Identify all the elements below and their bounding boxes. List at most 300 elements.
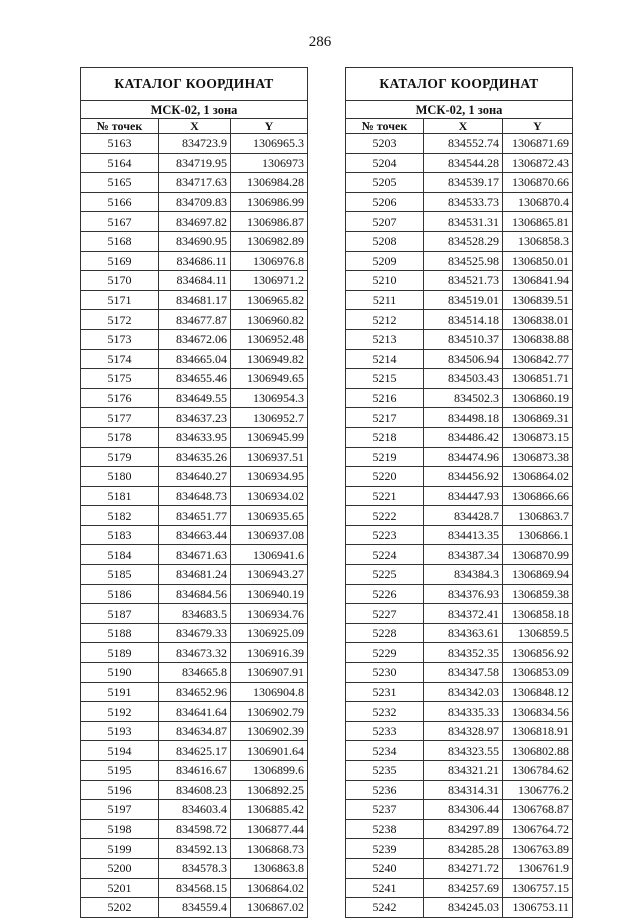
x-coordinate-cell: 834533.73 bbox=[424, 192, 503, 212]
column-header-x: X bbox=[424, 119, 503, 134]
coordinate-catalog-table-right bbox=[345, 67, 573, 918]
y-coordinate-cell: 1306873.15 bbox=[503, 427, 573, 447]
y-coordinate-cell: 1306764.72 bbox=[503, 819, 573, 839]
point-number-cell: 5169 bbox=[81, 251, 159, 271]
table-row bbox=[81, 643, 308, 663]
y-coordinate-cell: 1306976.8 bbox=[231, 251, 308, 271]
x-coordinate-cell: 834503.43 bbox=[424, 369, 503, 389]
y-coordinate-cell: 1306945.99 bbox=[231, 427, 308, 447]
table-row bbox=[346, 388, 573, 408]
x-coordinate-cell: 834637.23 bbox=[159, 408, 231, 428]
y-coordinate-cell: 1306937.08 bbox=[231, 525, 308, 545]
point-number-cell: 5241 bbox=[346, 878, 424, 898]
point-number-cell: 5177 bbox=[81, 408, 159, 428]
x-coordinate-cell: 834723.9 bbox=[159, 134, 231, 154]
table-row bbox=[81, 898, 308, 918]
point-number-cell: 5174 bbox=[81, 349, 159, 369]
x-coordinate-cell: 834672.06 bbox=[159, 329, 231, 349]
y-coordinate-cell: 1306848.12 bbox=[503, 682, 573, 702]
y-coordinate-cell: 1306838.01 bbox=[503, 310, 573, 330]
x-coordinate-cell: 834598.72 bbox=[159, 819, 231, 839]
x-coordinate-cell: 834663.44 bbox=[159, 525, 231, 545]
table-row bbox=[346, 761, 573, 781]
y-coordinate-cell: 1306866.66 bbox=[503, 486, 573, 506]
x-coordinate-cell: 834519.01 bbox=[424, 290, 503, 310]
y-coordinate-cell: 1306965.82 bbox=[231, 290, 308, 310]
x-coordinate-cell: 834510.37 bbox=[424, 329, 503, 349]
table-row bbox=[346, 467, 573, 487]
point-number-cell: 5238 bbox=[346, 819, 424, 839]
x-coordinate-cell: 834297.89 bbox=[424, 819, 503, 839]
y-coordinate-cell: 1306902.39 bbox=[231, 721, 308, 741]
table-row bbox=[81, 858, 308, 878]
point-number-cell: 5185 bbox=[81, 565, 159, 585]
point-number-cell: 5229 bbox=[346, 643, 424, 663]
column-header-y: Y bbox=[503, 119, 573, 134]
coordinate-system-zone: МСК-02, 1 зона bbox=[81, 101, 308, 119]
point-number-cell: 5189 bbox=[81, 643, 159, 663]
point-number-cell: 5227 bbox=[346, 604, 424, 624]
x-coordinate-cell: 834673.32 bbox=[159, 643, 231, 663]
y-coordinate-cell: 1306937.51 bbox=[231, 447, 308, 467]
table-row bbox=[81, 623, 308, 643]
point-number-cell: 5209 bbox=[346, 251, 424, 271]
column-header-y: Y bbox=[231, 119, 308, 134]
y-coordinate-cell: 1306839.51 bbox=[503, 290, 573, 310]
table-row bbox=[81, 134, 308, 154]
table-row bbox=[81, 565, 308, 585]
table-row bbox=[81, 604, 308, 624]
table-row bbox=[346, 643, 573, 663]
page-number: 286 bbox=[308, 34, 332, 50]
column-header-point-number: № точек bbox=[81, 119, 159, 134]
point-number-cell: 5175 bbox=[81, 369, 159, 389]
table-row bbox=[346, 545, 573, 565]
x-coordinate-cell: 834651.77 bbox=[159, 506, 231, 526]
x-coordinate-cell: 834665.04 bbox=[159, 349, 231, 369]
x-coordinate-cell: 834655.46 bbox=[159, 369, 231, 389]
y-coordinate-cell: 1306834.56 bbox=[503, 702, 573, 722]
point-number-cell: 5193 bbox=[81, 721, 159, 741]
y-coordinate-cell: 1306776.2 bbox=[503, 780, 573, 800]
point-number-cell: 5191 bbox=[81, 682, 159, 702]
y-coordinate-cell: 1306863.7 bbox=[503, 506, 573, 526]
y-coordinate-cell: 1306784.62 bbox=[503, 761, 573, 781]
x-coordinate-cell: 834665.8 bbox=[159, 663, 231, 683]
y-coordinate-cell: 1306870.66 bbox=[503, 173, 573, 193]
table-row bbox=[346, 702, 573, 722]
x-coordinate-cell: 834635.26 bbox=[159, 447, 231, 467]
x-coordinate-cell: 834363.61 bbox=[424, 623, 503, 643]
table-row bbox=[81, 486, 308, 506]
y-coordinate-cell: 1306973 bbox=[231, 153, 308, 173]
table-row bbox=[81, 427, 308, 447]
table-row bbox=[81, 153, 308, 173]
table-row bbox=[81, 780, 308, 800]
y-coordinate-cell: 1306856.92 bbox=[503, 643, 573, 663]
x-coordinate-cell: 834372.41 bbox=[424, 604, 503, 624]
point-number-cell: 5201 bbox=[81, 878, 159, 898]
x-coordinate-cell: 834717.63 bbox=[159, 173, 231, 193]
x-coordinate-cell: 834603.4 bbox=[159, 800, 231, 820]
point-number-cell: 5183 bbox=[81, 525, 159, 545]
y-coordinate-cell: 1306952.48 bbox=[231, 329, 308, 349]
point-number-cell: 5187 bbox=[81, 604, 159, 624]
table-row bbox=[81, 369, 308, 389]
point-number-cell: 5163 bbox=[81, 134, 159, 154]
table-row bbox=[81, 761, 308, 781]
x-coordinate-cell: 834376.93 bbox=[424, 584, 503, 604]
x-coordinate-cell: 834428.7 bbox=[424, 506, 503, 526]
table-row bbox=[346, 134, 573, 154]
point-number-cell: 5216 bbox=[346, 388, 424, 408]
point-number-cell: 5226 bbox=[346, 584, 424, 604]
x-coordinate-cell: 834285.28 bbox=[424, 839, 503, 859]
y-coordinate-cell: 1306965.3 bbox=[231, 134, 308, 154]
table-row bbox=[81, 290, 308, 310]
x-coordinate-cell: 834531.31 bbox=[424, 212, 503, 232]
table-row bbox=[81, 349, 308, 369]
point-number-cell: 5220 bbox=[346, 467, 424, 487]
point-number-cell: 5194 bbox=[81, 741, 159, 761]
point-number-cell: 5198 bbox=[81, 819, 159, 839]
point-number-cell: 5231 bbox=[346, 682, 424, 702]
point-number-cell: 5207 bbox=[346, 212, 424, 232]
x-coordinate-cell: 834686.11 bbox=[159, 251, 231, 271]
table-row bbox=[346, 623, 573, 643]
point-number-cell: 5179 bbox=[81, 447, 159, 467]
x-coordinate-cell: 834306.44 bbox=[424, 800, 503, 820]
y-coordinate-cell: 1306904.8 bbox=[231, 682, 308, 702]
point-number-cell: 5190 bbox=[81, 663, 159, 683]
table-row bbox=[81, 545, 308, 565]
table-row bbox=[81, 329, 308, 349]
x-coordinate-cell: 834652.96 bbox=[159, 682, 231, 702]
y-coordinate-cell: 1306865.81 bbox=[503, 212, 573, 232]
point-number-cell: 5176 bbox=[81, 388, 159, 408]
table-row bbox=[81, 173, 308, 193]
y-coordinate-cell: 1306872.43 bbox=[503, 153, 573, 173]
point-number-cell: 5232 bbox=[346, 702, 424, 722]
point-number-cell: 5172 bbox=[81, 310, 159, 330]
table-row bbox=[346, 251, 573, 271]
point-number-cell: 5214 bbox=[346, 349, 424, 369]
column-header-point-number: № точек bbox=[346, 119, 424, 134]
point-number-cell: 5215 bbox=[346, 369, 424, 389]
table-row bbox=[346, 290, 573, 310]
point-number-cell: 5212 bbox=[346, 310, 424, 330]
y-coordinate-cell: 1306864.02 bbox=[503, 467, 573, 487]
x-coordinate-cell: 834633.95 bbox=[159, 427, 231, 447]
y-coordinate-cell: 1306863.8 bbox=[231, 858, 308, 878]
point-number-cell: 5186 bbox=[81, 584, 159, 604]
y-coordinate-cell: 1306984.28 bbox=[231, 173, 308, 193]
table-row bbox=[81, 310, 308, 330]
point-number-cell: 5233 bbox=[346, 721, 424, 741]
point-number-cell: 5217 bbox=[346, 408, 424, 428]
x-coordinate-cell: 834506.94 bbox=[424, 349, 503, 369]
y-coordinate-cell: 1306851.71 bbox=[503, 369, 573, 389]
table-row bbox=[346, 408, 573, 428]
table-row bbox=[346, 741, 573, 761]
y-coordinate-cell: 1306864.02 bbox=[231, 878, 308, 898]
catalog-title: КАТАЛОГ КООРДИНАТ bbox=[346, 68, 573, 101]
y-coordinate-cell: 1306899.6 bbox=[231, 761, 308, 781]
point-number-cell: 5173 bbox=[81, 329, 159, 349]
table-row bbox=[346, 682, 573, 702]
point-number-cell: 5213 bbox=[346, 329, 424, 349]
x-coordinate-cell: 834677.87 bbox=[159, 310, 231, 330]
table-row bbox=[346, 486, 573, 506]
table-row bbox=[346, 173, 573, 193]
table-row bbox=[346, 329, 573, 349]
x-coordinate-cell: 834683.5 bbox=[159, 604, 231, 624]
y-coordinate-cell: 1306869.31 bbox=[503, 408, 573, 428]
x-coordinate-cell: 834514.18 bbox=[424, 310, 503, 330]
point-number-cell: 5236 bbox=[346, 780, 424, 800]
point-number-cell: 5224 bbox=[346, 545, 424, 565]
point-number-cell: 5218 bbox=[346, 427, 424, 447]
point-number-cell: 5167 bbox=[81, 212, 159, 232]
point-number-cell: 5203 bbox=[346, 134, 424, 154]
y-coordinate-cell: 1306753.11 bbox=[503, 898, 573, 918]
y-coordinate-cell: 1306954.3 bbox=[231, 388, 308, 408]
table-row bbox=[346, 310, 573, 330]
y-coordinate-cell: 1306960.82 bbox=[231, 310, 308, 330]
point-number-cell: 5168 bbox=[81, 231, 159, 251]
point-number-cell: 5178 bbox=[81, 427, 159, 447]
table-row bbox=[346, 153, 573, 173]
table-row bbox=[81, 584, 308, 604]
table-row bbox=[346, 349, 573, 369]
y-coordinate-cell: 1306802.88 bbox=[503, 741, 573, 761]
table-row bbox=[81, 702, 308, 722]
coordinate-system-zone: МСК-02, 1 зона bbox=[346, 101, 573, 119]
point-number-cell: 5235 bbox=[346, 761, 424, 781]
x-coordinate-cell: 834681.24 bbox=[159, 565, 231, 585]
x-coordinate-cell: 834608.23 bbox=[159, 780, 231, 800]
point-number-cell: 5200 bbox=[81, 858, 159, 878]
y-coordinate-cell: 1306867.02 bbox=[231, 898, 308, 918]
point-number-cell: 5205 bbox=[346, 173, 424, 193]
point-number-cell: 5196 bbox=[81, 780, 159, 800]
point-number-cell: 5211 bbox=[346, 290, 424, 310]
x-coordinate-cell: 834697.82 bbox=[159, 212, 231, 232]
point-number-cell: 5240 bbox=[346, 858, 424, 878]
y-coordinate-cell: 1306850.01 bbox=[503, 251, 573, 271]
point-number-cell: 5199 bbox=[81, 839, 159, 859]
y-coordinate-cell: 1306949.82 bbox=[231, 349, 308, 369]
y-coordinate-cell: 1306871.69 bbox=[503, 134, 573, 154]
x-coordinate-cell: 834347.58 bbox=[424, 663, 503, 683]
table-row bbox=[81, 721, 308, 741]
table-row bbox=[81, 839, 308, 859]
table-row bbox=[346, 858, 573, 878]
table-row bbox=[81, 408, 308, 428]
x-coordinate-cell: 834681.17 bbox=[159, 290, 231, 310]
table-row bbox=[346, 819, 573, 839]
point-number-cell: 5166 bbox=[81, 192, 159, 212]
point-number-cell: 5170 bbox=[81, 271, 159, 291]
x-coordinate-cell: 834474.96 bbox=[424, 447, 503, 467]
x-coordinate-cell: 834684.11 bbox=[159, 271, 231, 291]
x-coordinate-cell: 834648.73 bbox=[159, 486, 231, 506]
x-coordinate-cell: 834625.17 bbox=[159, 741, 231, 761]
table-row bbox=[81, 525, 308, 545]
table-row bbox=[81, 192, 308, 212]
y-coordinate-cell: 1306818.91 bbox=[503, 721, 573, 741]
y-coordinate-cell: 1306877.44 bbox=[231, 819, 308, 839]
x-coordinate-cell: 834323.55 bbox=[424, 741, 503, 761]
x-coordinate-cell: 834384.3 bbox=[424, 565, 503, 585]
x-coordinate-cell: 834352.35 bbox=[424, 643, 503, 663]
table-row bbox=[346, 447, 573, 467]
x-coordinate-cell: 834314.31 bbox=[424, 780, 503, 800]
x-coordinate-cell: 834413.35 bbox=[424, 525, 503, 545]
point-number-cell: 5228 bbox=[346, 623, 424, 643]
y-coordinate-cell: 1306885.42 bbox=[231, 800, 308, 820]
y-coordinate-cell: 1306986.87 bbox=[231, 212, 308, 232]
table-row bbox=[346, 271, 573, 291]
y-coordinate-cell: 1306858.18 bbox=[503, 604, 573, 624]
x-coordinate-cell: 834257.69 bbox=[424, 878, 503, 898]
y-coordinate-cell: 1306941.6 bbox=[231, 545, 308, 565]
x-coordinate-cell: 834690.95 bbox=[159, 231, 231, 251]
y-coordinate-cell: 1306901.64 bbox=[231, 741, 308, 761]
table-row bbox=[346, 427, 573, 447]
table-row bbox=[81, 251, 308, 271]
table-row bbox=[81, 388, 308, 408]
point-number-cell: 5242 bbox=[346, 898, 424, 918]
y-coordinate-cell: 1306986.99 bbox=[231, 192, 308, 212]
table-row bbox=[81, 271, 308, 291]
point-number-cell: 5197 bbox=[81, 800, 159, 820]
x-coordinate-cell: 834592.13 bbox=[159, 839, 231, 859]
table-row bbox=[346, 212, 573, 232]
point-number-cell: 5180 bbox=[81, 467, 159, 487]
point-number-cell: 5230 bbox=[346, 663, 424, 683]
point-number-cell: 5181 bbox=[81, 486, 159, 506]
point-number-cell: 5192 bbox=[81, 702, 159, 722]
table-row bbox=[346, 604, 573, 624]
table-row bbox=[81, 447, 308, 467]
table-row bbox=[346, 878, 573, 898]
y-coordinate-cell: 1306866.1 bbox=[503, 525, 573, 545]
point-number-cell: 5195 bbox=[81, 761, 159, 781]
y-coordinate-cell: 1306838.88 bbox=[503, 329, 573, 349]
x-coordinate-cell: 834528.29 bbox=[424, 231, 503, 251]
x-coordinate-cell: 834456.92 bbox=[424, 467, 503, 487]
x-coordinate-cell: 834521.73 bbox=[424, 271, 503, 291]
y-coordinate-cell: 1306763.89 bbox=[503, 839, 573, 859]
y-coordinate-cell: 1306768.87 bbox=[503, 800, 573, 820]
table-row bbox=[81, 506, 308, 526]
point-number-cell: 5204 bbox=[346, 153, 424, 173]
table-row bbox=[81, 663, 308, 683]
y-coordinate-cell: 1306860.19 bbox=[503, 388, 573, 408]
x-coordinate-cell: 834679.33 bbox=[159, 623, 231, 643]
x-coordinate-cell: 834498.18 bbox=[424, 408, 503, 428]
y-coordinate-cell: 1306916.39 bbox=[231, 643, 308, 663]
table-row bbox=[81, 231, 308, 251]
y-coordinate-cell: 1306925.09 bbox=[231, 623, 308, 643]
table-row bbox=[346, 663, 573, 683]
x-coordinate-cell: 834328.97 bbox=[424, 721, 503, 741]
table-row bbox=[346, 525, 573, 545]
point-number-cell: 5222 bbox=[346, 506, 424, 526]
point-number-cell: 5165 bbox=[81, 173, 159, 193]
point-number-cell: 5202 bbox=[81, 898, 159, 918]
point-number-cell: 5182 bbox=[81, 506, 159, 526]
y-coordinate-cell: 1306873.38 bbox=[503, 447, 573, 467]
point-number-cell: 5223 bbox=[346, 525, 424, 545]
y-coordinate-cell: 1306868.73 bbox=[231, 839, 308, 859]
point-number-cell: 5237 bbox=[346, 800, 424, 820]
table-row bbox=[346, 369, 573, 389]
x-coordinate-cell: 834709.83 bbox=[159, 192, 231, 212]
y-coordinate-cell: 1306859.38 bbox=[503, 584, 573, 604]
point-number-cell: 5221 bbox=[346, 486, 424, 506]
x-coordinate-cell: 834539.17 bbox=[424, 173, 503, 193]
y-coordinate-cell: 1306982.89 bbox=[231, 231, 308, 251]
table-row bbox=[81, 878, 308, 898]
point-number-cell: 5206 bbox=[346, 192, 424, 212]
y-coordinate-cell: 1306971.2 bbox=[231, 271, 308, 291]
table-row bbox=[346, 231, 573, 251]
x-coordinate-cell: 834671.63 bbox=[159, 545, 231, 565]
x-coordinate-cell: 834447.93 bbox=[424, 486, 503, 506]
y-coordinate-cell: 1306940.19 bbox=[231, 584, 308, 604]
x-coordinate-cell: 834335.33 bbox=[424, 702, 503, 722]
y-coordinate-cell: 1306870.99 bbox=[503, 545, 573, 565]
table-row bbox=[346, 506, 573, 526]
x-coordinate-cell: 834486.42 bbox=[424, 427, 503, 447]
y-coordinate-cell: 1306934.02 bbox=[231, 486, 308, 506]
x-coordinate-cell: 834525.98 bbox=[424, 251, 503, 271]
table-row bbox=[81, 741, 308, 761]
table-row bbox=[346, 780, 573, 800]
table-row bbox=[346, 721, 573, 741]
x-coordinate-cell: 834552.74 bbox=[424, 134, 503, 154]
table-row bbox=[81, 212, 308, 232]
x-coordinate-cell: 834544.28 bbox=[424, 153, 503, 173]
table-row bbox=[81, 800, 308, 820]
x-coordinate-cell: 834342.03 bbox=[424, 682, 503, 702]
x-coordinate-cell: 834634.87 bbox=[159, 721, 231, 741]
catalog-title: КАТАЛОГ КООРДИНАТ bbox=[81, 68, 308, 101]
y-coordinate-cell: 1306907.91 bbox=[231, 663, 308, 683]
y-coordinate-cell: 1306943.27 bbox=[231, 565, 308, 585]
point-number-cell: 5210 bbox=[346, 271, 424, 291]
x-coordinate-cell: 834387.34 bbox=[424, 545, 503, 565]
y-coordinate-cell: 1306892.25 bbox=[231, 780, 308, 800]
y-coordinate-cell: 1306757.15 bbox=[503, 878, 573, 898]
y-coordinate-cell: 1306934.95 bbox=[231, 467, 308, 487]
table-row bbox=[346, 565, 573, 585]
table-row bbox=[346, 898, 573, 918]
y-coordinate-cell: 1306858.3 bbox=[503, 231, 573, 251]
x-coordinate-cell: 834568.15 bbox=[159, 878, 231, 898]
x-coordinate-cell: 834616.67 bbox=[159, 761, 231, 781]
y-coordinate-cell: 1306853.09 bbox=[503, 663, 573, 683]
point-number-cell: 5188 bbox=[81, 623, 159, 643]
point-number-cell: 5234 bbox=[346, 741, 424, 761]
point-number-cell: 5171 bbox=[81, 290, 159, 310]
y-coordinate-cell: 1306859.5 bbox=[503, 623, 573, 643]
y-coordinate-cell: 1306902.79 bbox=[231, 702, 308, 722]
x-coordinate-cell: 834321.21 bbox=[424, 761, 503, 781]
y-coordinate-cell: 1306952.7 bbox=[231, 408, 308, 428]
